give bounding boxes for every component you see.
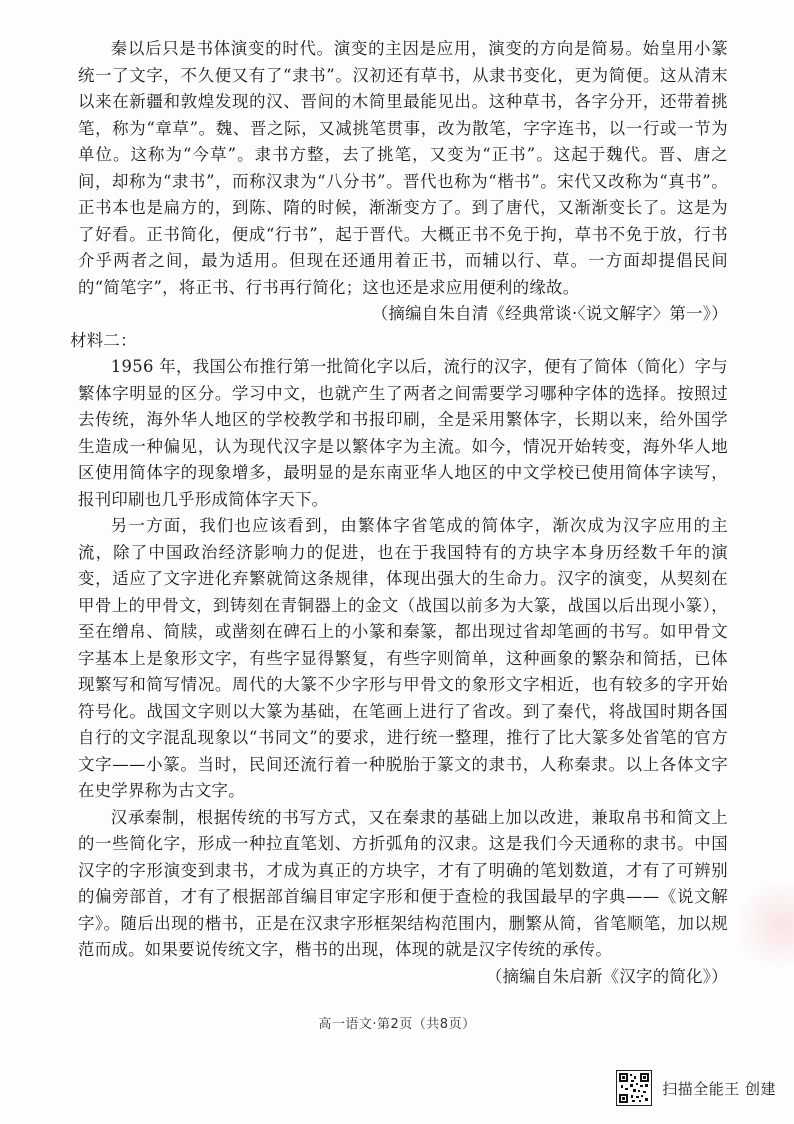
material1-citation: （摘编自朱自清《经典常谈·〈说文解字〉第一》） bbox=[371, 304, 728, 323]
material2-paragraph-1: 1956 年，我国公布推行第一批简化字以后，流行的汉字，便有了简体（简化）字与繁体字明显的区分。学习中文，也就产生了两者之间需要学习哪种字体的选择。按照过去传统，海外华人地区的学校教学和书报印刷，全是采用繁体字，长期以来，给外国学生造成一种偏见，认为现代汉字是以繁体字为主流。如今，情况开始转变，海外华人地区使用简体字的现象增多，最明显的是东南亚华人地区的中文学校已使用简体字读写，报刊印刷也几乎形成简体字天下。 bbox=[78, 357, 728, 509]
material2-citation: （摘编自朱启新《汉字的简化》） bbox=[485, 966, 728, 986]
paper-stain bbox=[734, 880, 794, 970]
document-body bbox=[70, 36, 728, 990]
page-number-footer: 高一语文·第2页（共8页） bbox=[318, 1017, 476, 1032]
scanner-watermark bbox=[616, 1070, 776, 1106]
material2-label: 材料二： bbox=[70, 330, 137, 350]
scanner-watermark-text: 扫描全能王 创建 bbox=[662, 1079, 776, 1098]
material2-paragraph-3: 汉承秦制，根据传统的书写方式，又在秦隶的基础上加以改进，兼取帛书和简文上的一些简化字，形成一种拉直笔划、方折弧角的汉隶。这是我们今天通称的隶书。中国汉字的字形演变到隶书，才成为真正的方块字，才有了明确的笔划数道，才有了可辨别的偏旁部首，才有了根据部首编目审定字形和便于查检的我国最早的字典——《说文解字》。随后出现的楷书，正是在汉隶字形框架结构范围内，删繁从简，省笔顺笔，加以规范而成。如果要说传统文字，楷书的出现，体现的就是汉字传统的承传。 bbox=[78, 807, 728, 959]
material2-paragraph-2: 另一方面，我们也应该看到，由繁体字省笔成的简体字，渐次成为汉字应用的主流，除了中国政治经济影响力的促进，也在于我国特有的方块字本身历经数千年的演变，适应了文字进化弃繁就简这条规律，体现出强大的生命力。汉字的演变，从契刻在甲骨上的甲骨文，到铸刻在青铜器上的金文（战国以前多为大篆，战国以后出现小篆），至在缯帛、简牍，或凿刻在碑石上的小篆和秦篆，都出现过省却笔画的书写。如甲骨文字基本上是象形文字，有些字显得繁复，有些字则简单，这种画象的繁杂和简括，已体现繁写和简写情况。周代的大篆不少字形与甲骨文的象形文字相近，也有较多的字开始符号化。战国文字则以大篆为基础，在笔画上进行了省改。到了秦代，将战国时期各国自行的文字混乱现象以“书同文”的要求，进行统一整理，推行了比大篆多处省笔的官方文字——小篆。当时，民间还流行着一种脱胎于篆文的隶书，人称秦隶。以上各体文字在史学界称为古文字。 bbox=[78, 516, 728, 800]
qr-code-icon bbox=[616, 1070, 652, 1106]
material1-paragraph: 秦以后只是书体演变的时代。演变的主因是应用，演变的方向是简易。始皇用小篆统一了文字，不久便又有了“隶书”。汉初还有草书，从隶书变化，更为简便。这从清末以来在新疆和敦煌发现的汉、晋间的木简里最能见出。这种草书，各字分开，还带着挑笔，称为“章草”。魏、晋之际，又减挑笔贯事，改为散笔，字字连书，以一行或一节为单位。这称为“今草”。隶书方整，去了挑笔，又变为“正书”。这起于魏代。晋、唐之间，却称为“隶书”，而称汉隶为“八分书”。晋代也称为“楷书”。宋代又改称为“真书”。正书本也是扁方的，到陈、隋的时候，渐渐变方了。到了唐代，又渐渐变长了。这是为了好看。正书简化，便成“行书”，起于晋代。大概正书不免于拘，草书不免于放，行书介乎两者之间，最为适用。但现在还通用着正书，而辅以行、草。一方面却提倡民间的“简笔字”，将正书、行书再行简化；这也还是求应用便利的缘故。 bbox=[78, 39, 728, 297]
